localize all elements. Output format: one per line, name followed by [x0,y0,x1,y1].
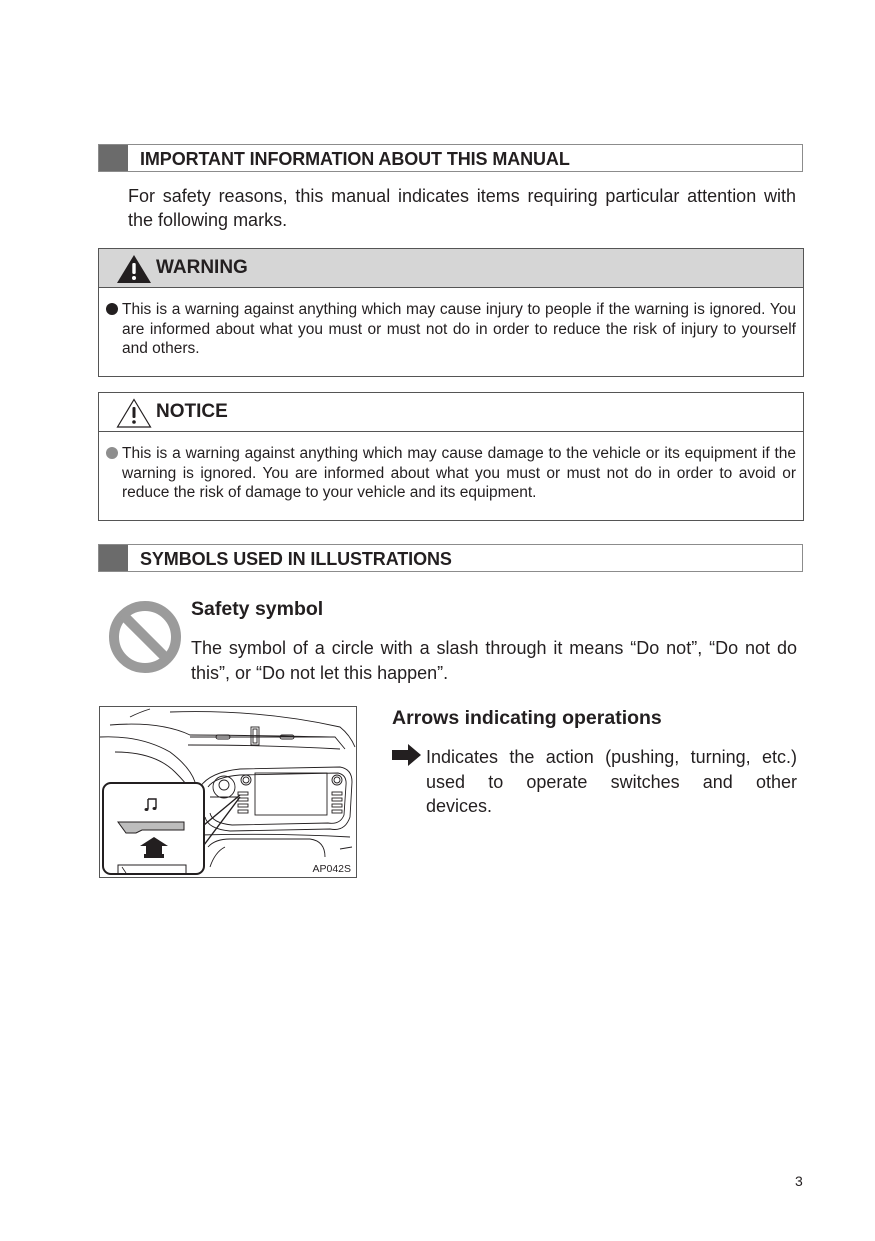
section-title: IMPORTANT INFORMATION ABOUT THIS MANUAL [140,149,570,169]
section-title: SYMBOLS USED IN ILLUSTRATIONS [140,549,452,569]
warning-triangle-outline-icon [116,398,152,428]
warning-body [99,288,803,359]
dashboard-drawing [100,707,356,877]
section-header-symbols [98,544,803,572]
prohibition-icon [108,600,182,674]
dashboard-illustration [99,706,357,878]
arrow-right-icon [392,744,422,766]
warning-text: This is a warning against anything which may cause injury to people if the warning is ignored. You are informed about what you must or must not do in order to reduce the risk of injury to yourself and others. [122,301,796,357]
notice-header [99,393,803,432]
safety-symbol-text: The symbol of a circle with a slash through it means “Do not”, “Do not do this”, or “Do not let this happen”. [191,638,797,683]
bullet-dot [106,447,118,459]
arrows-description [426,745,797,819]
page-number: 3 [795,1173,803,1189]
warning-label: WARNING [156,257,248,278]
section-header-important [98,144,803,172]
warning-header [99,249,803,288]
warning-triangle-filled-icon [116,254,152,284]
safety-symbol-title: Safety symbol [191,598,324,620]
intro-paragraph: For safety reasons, this manual indicates items requiring particular attention with the following marks. [128,186,796,230]
notice-label: NOTICE [156,401,228,422]
notice-box [98,392,804,521]
arrows-line-3: devices. [426,796,493,816]
arrows-title: Arrows indicating operations [392,707,662,729]
notice-text: This is a warning against anything which may cause damage to the vehicle or its equipment if the warning is ignored. You are informed about what you must or must not do in order to avoid or reduce the risk of damage to your vehicle and its equipment. [122,445,796,501]
arrows-line-2: used to operate switches and other [426,771,797,792]
section-tab-marker [99,545,128,571]
warning-box [98,248,804,377]
illustration-code: AP042S [312,863,351,875]
bullet-dot [106,303,118,315]
arrows-line-1: Indicates the action (pushing, turning, etc.) [426,747,797,767]
section-tab-marker [99,145,128,171]
notice-body [99,432,803,503]
